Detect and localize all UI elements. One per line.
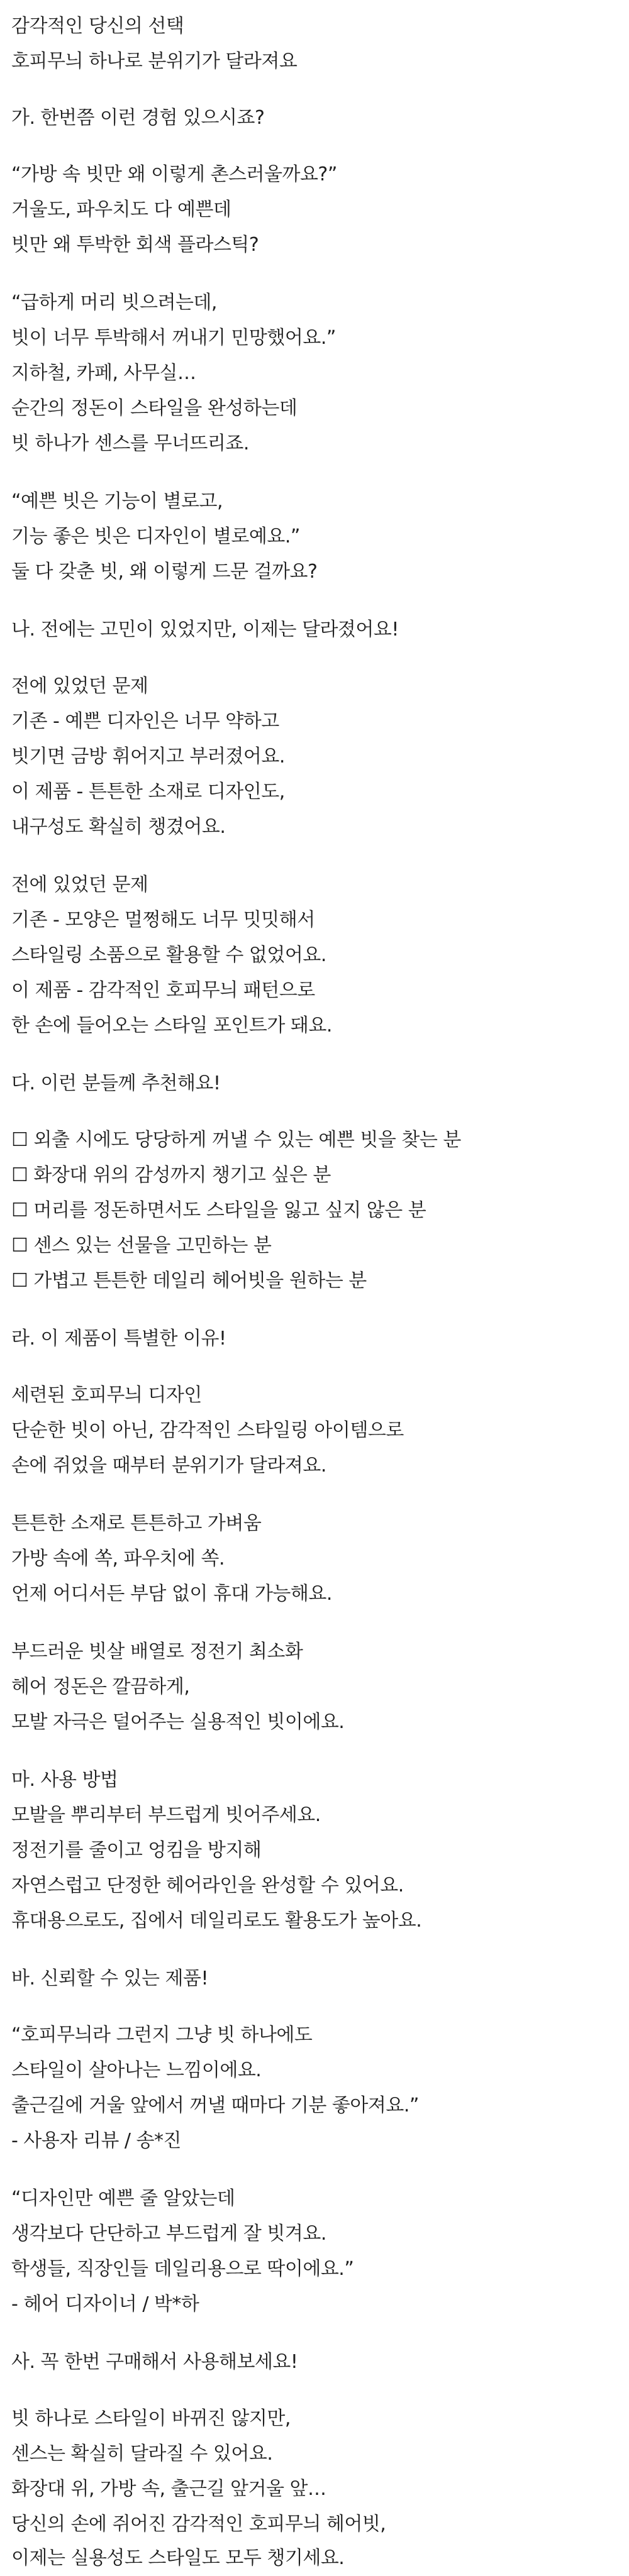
- text-line: 모발을 뿌리부터 부드럽게 빗어주세요.: [11, 1804, 321, 1826]
- text-line: 화장대 위, 가방 속, 출근길 앞거울 앞…: [11, 2478, 326, 2500]
- text-line: 이 제품 - 감각적인 호피무늬 패턴으로: [11, 979, 315, 1001]
- text-line: 스타일이 살아나는 느낌이에요.: [11, 2059, 262, 2081]
- text-line: 이제는 실용성도 스타일도 모두 챙기세요.: [11, 2547, 345, 2569]
- text-line: 부드러운 빗살 배열로 정전기 최소화: [11, 1641, 303, 1663]
- text-line: 단순한 빗이 아닌, 감각적인 스타일링 아이템으로: [11, 1419, 404, 1441]
- text-line: 순간의 정돈이 스타일을 완성하는데: [11, 397, 298, 419]
- text-line: 빗만 왜 투박한 회색 플라스틱?: [11, 234, 259, 256]
- text-line: ☐ 화장대 위의 감성까지 챙기고 싶은 분: [11, 1164, 331, 1186]
- text-line: ☐ 외출 시에도 당당하게 꺼낼 수 있는 예쁜 빗을 찾는 분: [11, 1129, 461, 1151]
- text-line: 출근길에 거울 앞에서 꺼낼 때마다 기분 좋아져요.”: [11, 2094, 419, 2116]
- text-line: 튼튼한 소재로 튼튼하고 가벼움: [11, 1512, 262, 1534]
- text-line: 모발 자극은 덜어주는 실용적인 빗이에요.: [11, 1711, 345, 1733]
- text-line: “예쁜 빗은 기능이 별로고,: [11, 490, 223, 512]
- text-line: 나. 전에는 고민이 있었지만, 이제는 달라졌어요!: [11, 619, 399, 641]
- text-line: 손에 쥐었을 때부터 분위기가 달라져요.: [11, 1455, 326, 1477]
- text-line: 이 제품 - 튼튼한 소재로 디자인도,: [11, 781, 285, 803]
- text-line: 바. 신뢰할 수 있는 제품!: [11, 1968, 209, 1990]
- text-line: 기존 - 예쁜 디자인은 너무 약하고: [11, 710, 279, 732]
- text-line: 세련된 호피무늬 디자인: [11, 1384, 202, 1406]
- text-line: ☐ 가볍고 튼튼한 데일리 헤어빗을 원하는 분: [11, 1270, 367, 1292]
- text-line: 빗 하나가 센스를 무너뜨리죠.: [11, 432, 249, 454]
- text-line: 헤어 정돈은 깔끔하게,: [11, 1676, 190, 1698]
- text-line: 내구성도 확실히 챙겼어요.: [11, 816, 226, 838]
- text-line: - 헤어 디자이너 / 박*하: [11, 2293, 199, 2315]
- text-line: 빗기면 금방 휘어지고 부러졌어요.: [11, 746, 285, 768]
- text-line: 기능 좋은 빗은 디자인이 별로예요.”: [11, 526, 300, 548]
- text-line: 당신의 손에 쥐어진 감각적인 호피무늬 헤어빗,: [11, 2513, 386, 2535]
- text-line: 생각보다 단단하고 부드럽게 잘 빗겨요.: [11, 2223, 326, 2245]
- text-line: 지하철, 카페, 사무실…: [11, 362, 196, 384]
- text-line: “가방 속 빗만 왜 이렇게 촌스러울까요?”: [11, 163, 337, 185]
- text-line: 전에 있었던 문제: [11, 675, 148, 697]
- text-line: 센스는 확실히 달라질 수 있어요.: [11, 2443, 273, 2465]
- text-line: 둘 다 갖춘 빗, 왜 이렇게 드문 걸까요?: [11, 561, 318, 583]
- text-line: 가방 속에 쏙, 파우치에 쏙.: [11, 1548, 225, 1570]
- text-line: “호피무늬라 그런지 그냥 빗 하나에도: [11, 2024, 313, 2046]
- text-line: ☐ 머리를 정돈하면서도 스타일을 잃고 싶지 않은 분: [11, 1199, 426, 1221]
- text-line: 자연스럽고 단정한 헤어라인을 완성할 수 있어요.: [11, 1874, 404, 1896]
- text-line: 빗이 너무 투박해서 꺼내기 민망했어요.”: [11, 327, 336, 349]
- text-line: 라. 이 제품이 특별한 이유!: [11, 1328, 226, 1350]
- text-line: 마. 사용 방법: [11, 1769, 118, 1791]
- text-line: 한 손에 들어오는 스타일 포인트가 돼요.: [11, 1015, 332, 1037]
- text-line: - 사용자 리뷰 / 송*진: [11, 2130, 181, 2152]
- text-line: 언제 어디서든 부담 없이 휴대 가능해요.: [11, 1583, 332, 1605]
- text-line: 호피무늬 하나로 분위기가 달라져요: [11, 50, 298, 72]
- text-line: “디자인만 예쁜 줄 알았는데: [11, 2188, 235, 2210]
- text-line: 전에 있었던 문제: [11, 874, 148, 896]
- text-line: 다. 이런 분들께 추천해요!: [11, 1072, 221, 1094]
- text-line: 거울도, 파우치도 다 예쁜데: [11, 199, 231, 221]
- text-line: 감각적인 당신의 선택: [11, 15, 184, 37]
- text-line: 빗 하나로 스타일이 바뀌진 않지만,: [11, 2408, 291, 2430]
- text-line: 기존 - 모양은 멀쩡해도 너무 밋밋해서: [11, 909, 315, 931]
- text-line: 학생들, 직장인들 데일리용으로 딱이에요.”: [11, 2258, 354, 2280]
- text-line: 휴대용으로도, 집에서 데일리로도 활용도가 높아요.: [11, 1910, 422, 1932]
- text-line: 사. 꼭 한번 구매해서 사용해보세요!: [11, 2351, 298, 2373]
- text-line: 정전기를 줄이고 엉킴을 방지해: [11, 1839, 262, 1861]
- text-line: 스타일링 소품으로 활용할 수 없었어요.: [11, 944, 326, 966]
- text-line: ☐ 센스 있는 선물을 고민하는 분: [11, 1235, 272, 1257]
- text-line: “급하게 머리 빗으려는데,: [11, 292, 217, 314]
- text-line: 가. 한번쯤 이런 경험 있으시죠?: [11, 107, 265, 129]
